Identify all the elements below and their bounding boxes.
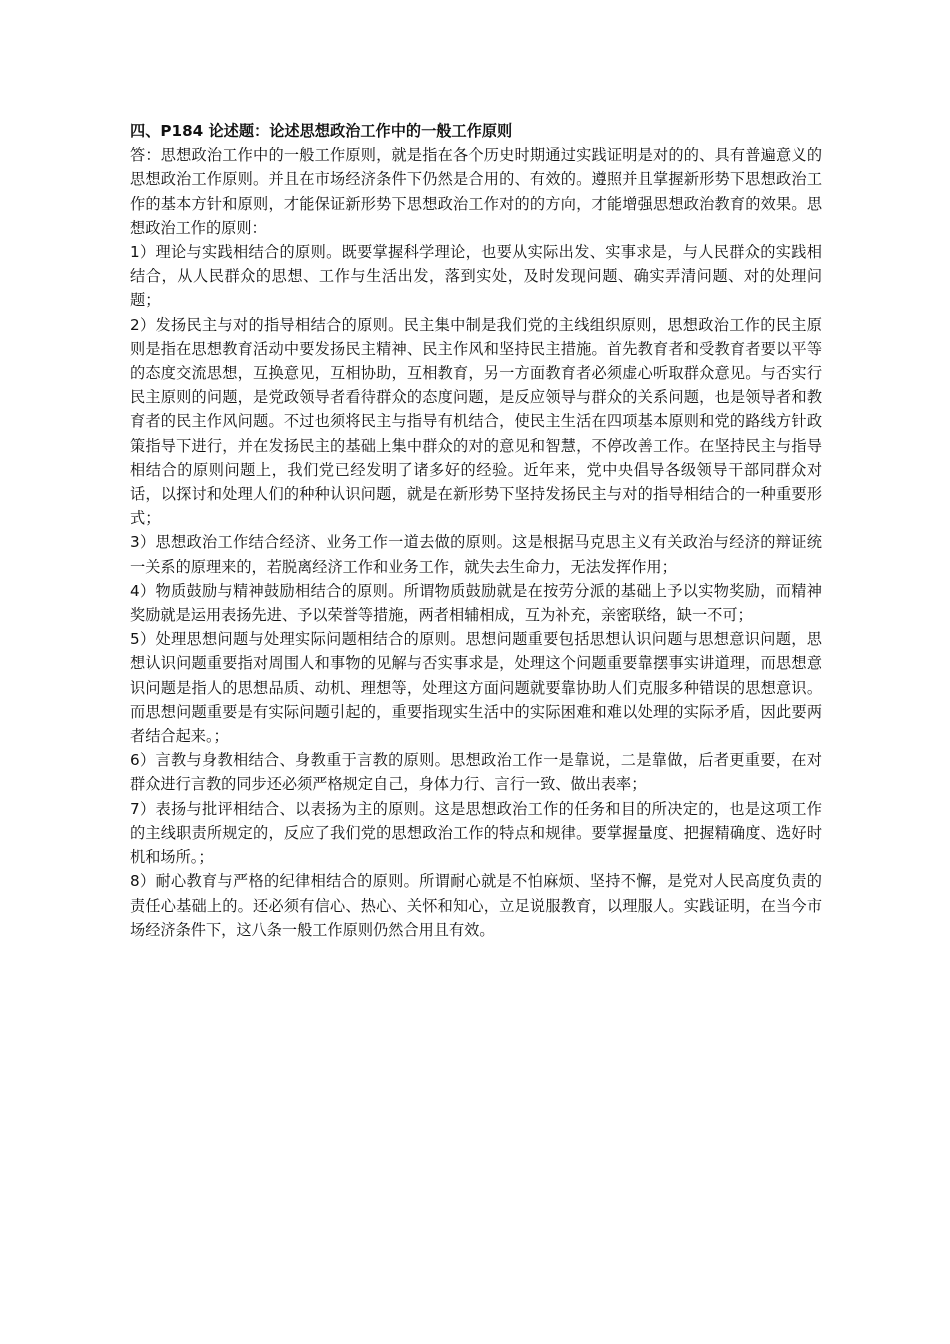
principle-5-paragraph: 5）处理思想问题与处理实际问题相结合的原则。思想问题重要包括思想认识问题与思想意识问题，思想认识问题重要指对周围人和事物的见解与否实事求是，处理这个问题重要靠摆事实讲道理，而思想意识问题是指人的思想品质、动机、理想等，处理这方面问题就要靠协助人们克服多种错误的思想意识。而思想问题重要是有实际问题引起的，重要指现实生活中的实际困难和难以处理的实际矛盾，因此要两者结合起来。； <box>130 630 822 746</box>
principle-3-paragraph: 3）思想政治工作结合经济、业务工作一道去做的原则。这是根据马克思主义有关政治与经济的辩证统一关系的原理来的，若脱离经济工作和业务工作，就失去生命力，无法发挥作用； <box>130 533 822 576</box>
principle-1-paragraph: 1）理论与实践相结合的原则。既要掌握科学理论，也要从实际出发、实事求是，与人民群众的实践相结合，从人民群众的思想、工作与生活出发，落到实处，及时发现问题、确实弄清问题、对的处理问题； <box>130 243 822 310</box>
principle-6-paragraph: 6）言教与身教相结合、身教重于言教的原则。思想政治工作一是靠说，二是靠做，后者更重要，在对群众进行言教的同步还必须严格规定自己，身体力行、言行一致、做出表率； <box>130 751 822 794</box>
principle-7-paragraph: 7）表扬与批评相结合、以表扬为主的原则。这是思想政治工作的任务和目的所决定的，也是这项工作的主线职责所规定的，反应了我们党的思想政治工作的特点和规律。要掌握量度、把握精确度、选好时机和场所。； <box>130 799 822 867</box>
answer-intro-paragraph: 答：思想政治工作中的一般工作原则，就是指在各个历史时期通过实践证明是对的的、具有普遍意义的思想政治工作原则。并且在市场经济条件下仍然是合用的、有效的。遵照并且掌握新形势下思想政治工作的基本方针和原则，才能保证新形势下思想政治工作对的的方向，才能增强思想政治教育的效果。思想政治工作的原则： <box>130 146 822 237</box>
principle-8-paragraph: 8）耐心教育与严格的纪律相结合的原则。所谓耐心就是不怕麻烦、坚持不懈，是党对人民高度负责的责任心基础上的。还必须有信心、热心、关怀和知心，立足说服教育，以理服人。实践证明，在当今市场经济条件下，这八条一般工作原则仍然合用且有效。 <box>130 872 822 939</box>
principle-2-paragraph: 2）发扬民主与对的指导相结合的原则。民主集中制是我们党的主线组织原则，思想政治工作的民主原则是指在思想教育活动中要发扬民主精神、民主作风和坚持民主措施。首先教育者和受教育者要以平等的态度交流思想，互换意见，互相协助，互相教育，另一方面教育者必须虚心听取群众意见。与否实行民主原则的问题，是党政领导者看待群众的态度问题，是反应领导与群众的关系问题，也是领导者和教育者的民主作风问题。不过也须将民主与指导有机结合，使民主生活在四项基本原则和党的路线方针政策指导下进行，并在发扬民主的基础上集中群众的对的意见和智慧，不停改善工作。在坚持民主与指导相结合的原则问题上，我们党已经发明了诸多好的经验。近年来，党中央倡导各级领导干部同群众对话，以探讨和处理人们的种种认识问题，就是在新形势下坚持发扬民主与对的指导相结合的一种重要形式； <box>130 315 822 528</box>
section-heading: 四、P184 论述题：论述思想政治工作中的一般工作原则 <box>130 122 513 140</box>
document-body <box>130 119 822 942</box>
principle-4-paragraph: 4）物质鼓励与精神鼓励相结合的原则。所谓物质鼓励就是在按劳分派的基础上予以实物奖励，而精神奖励就是运用表扬先进、予以荣誉等措施，两者相辅相成，互为补充，亲密联络，缺一不可； <box>130 581 822 625</box>
